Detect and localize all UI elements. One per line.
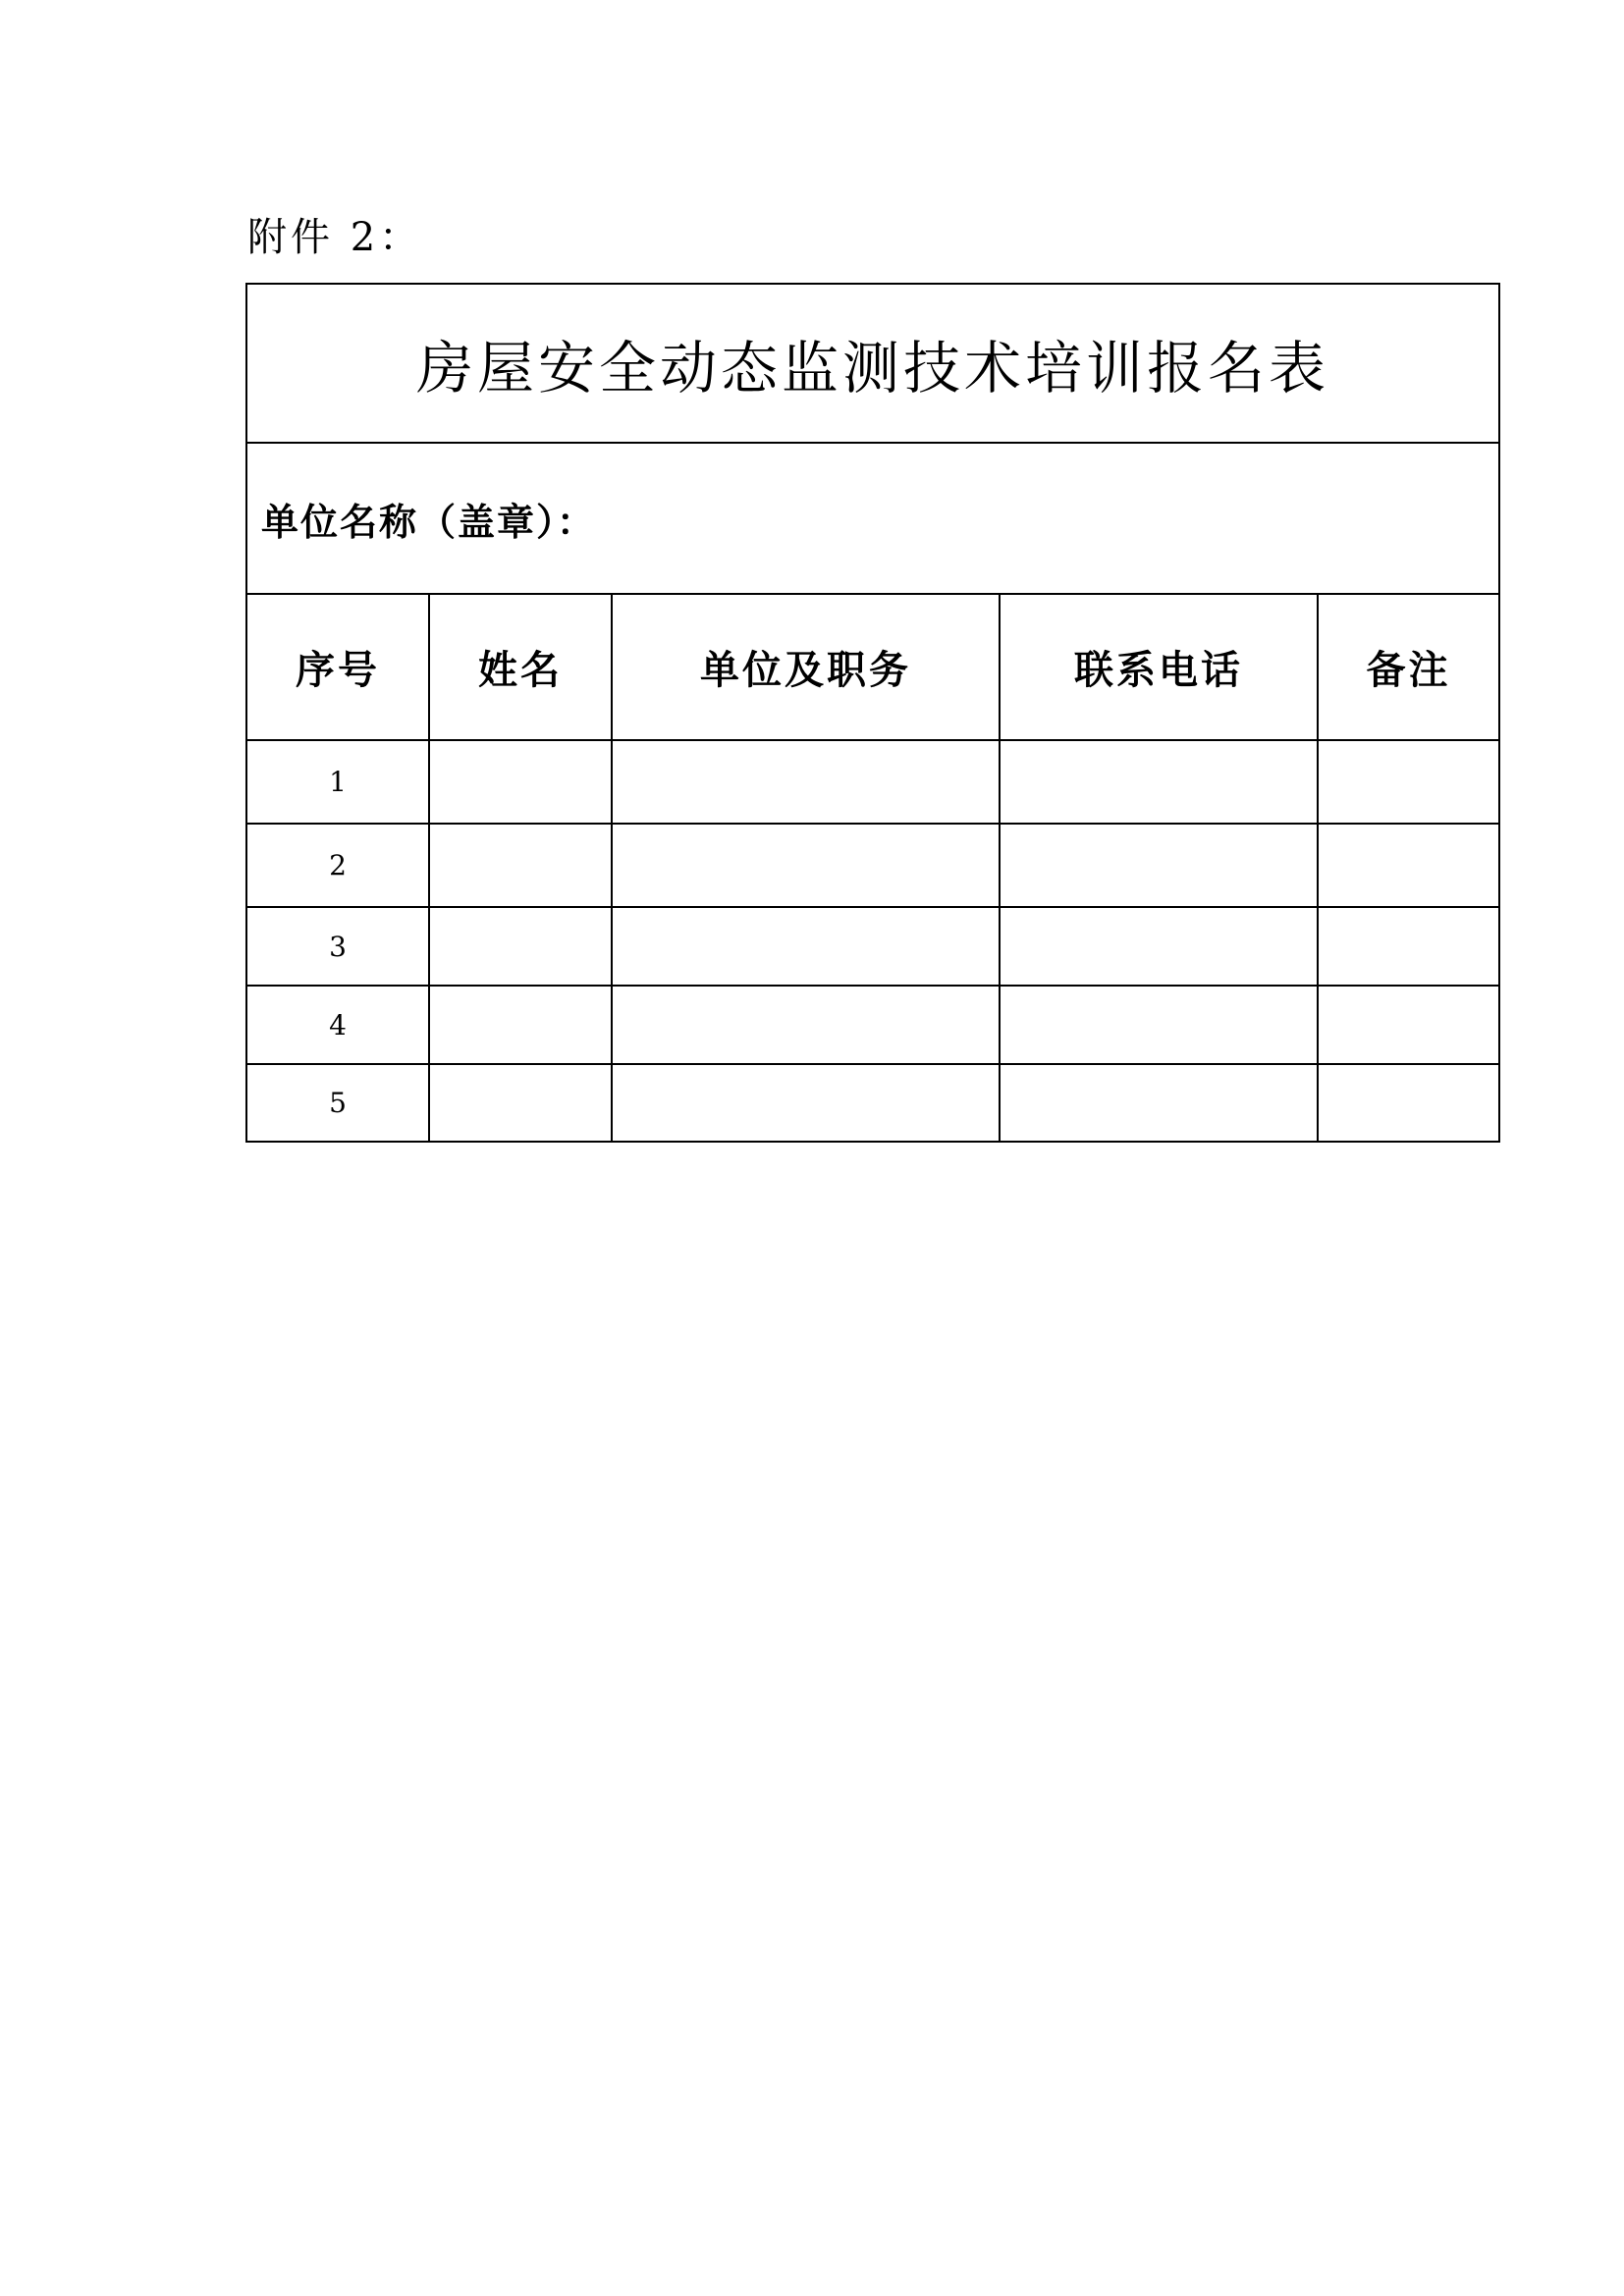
position-cell[interactable] <box>612 824 1000 907</box>
remarks-cell[interactable] <box>1318 907 1499 986</box>
attachment-label: 附件 2： <box>247 215 423 260</box>
name-cell[interactable] <box>429 907 612 986</box>
position-cell[interactable] <box>612 740 1000 824</box>
name-cell[interactable] <box>429 740 612 824</box>
phone-cell[interactable] <box>1000 740 1318 824</box>
name-cell[interactable] <box>429 1064 612 1142</box>
phone-cell[interactable] <box>1000 1064 1318 1142</box>
row-index: 2 <box>246 824 429 907</box>
table-row <box>246 986 1499 1064</box>
table-row <box>246 1064 1499 1142</box>
phone-cell[interactable] <box>1000 907 1318 986</box>
table-header-row <box>246 594 1499 740</box>
registration-form-table <box>245 283 1500 1143</box>
position-cell[interactable] <box>612 907 1000 986</box>
header-index: 序号 <box>246 594 429 740</box>
remarks-cell[interactable] <box>1318 986 1499 1064</box>
form-title: 房屋安全动态监测技术培训报名表 <box>246 284 1499 443</box>
header-position: 单位及职务 <box>612 594 1000 740</box>
position-cell[interactable] <box>612 986 1000 1064</box>
remarks-cell[interactable] <box>1318 740 1499 824</box>
header-name: 姓名 <box>429 594 612 740</box>
table-row <box>246 740 1499 824</box>
name-cell[interactable] <box>429 824 612 907</box>
unit-name-label[interactable]: 单位名称（盖章）： <box>246 443 1499 594</box>
position-cell[interactable] <box>612 1064 1000 1142</box>
table-row <box>246 824 1499 907</box>
row-index: 3 <box>246 907 429 986</box>
header-remarks: 备注 <box>1318 594 1499 740</box>
remarks-cell[interactable] <box>1318 824 1499 907</box>
phone-cell[interactable] <box>1000 986 1318 1064</box>
row-index: 1 <box>246 740 429 824</box>
name-cell[interactable] <box>429 986 612 1064</box>
header-phone: 联系电话 <box>1000 594 1318 740</box>
title-row <box>246 284 1499 443</box>
unit-row <box>246 443 1499 594</box>
row-index: 4 <box>246 986 429 1064</box>
remarks-cell[interactable] <box>1318 1064 1499 1142</box>
table-row <box>246 907 1499 986</box>
phone-cell[interactable] <box>1000 824 1318 907</box>
row-index: 5 <box>246 1064 429 1142</box>
